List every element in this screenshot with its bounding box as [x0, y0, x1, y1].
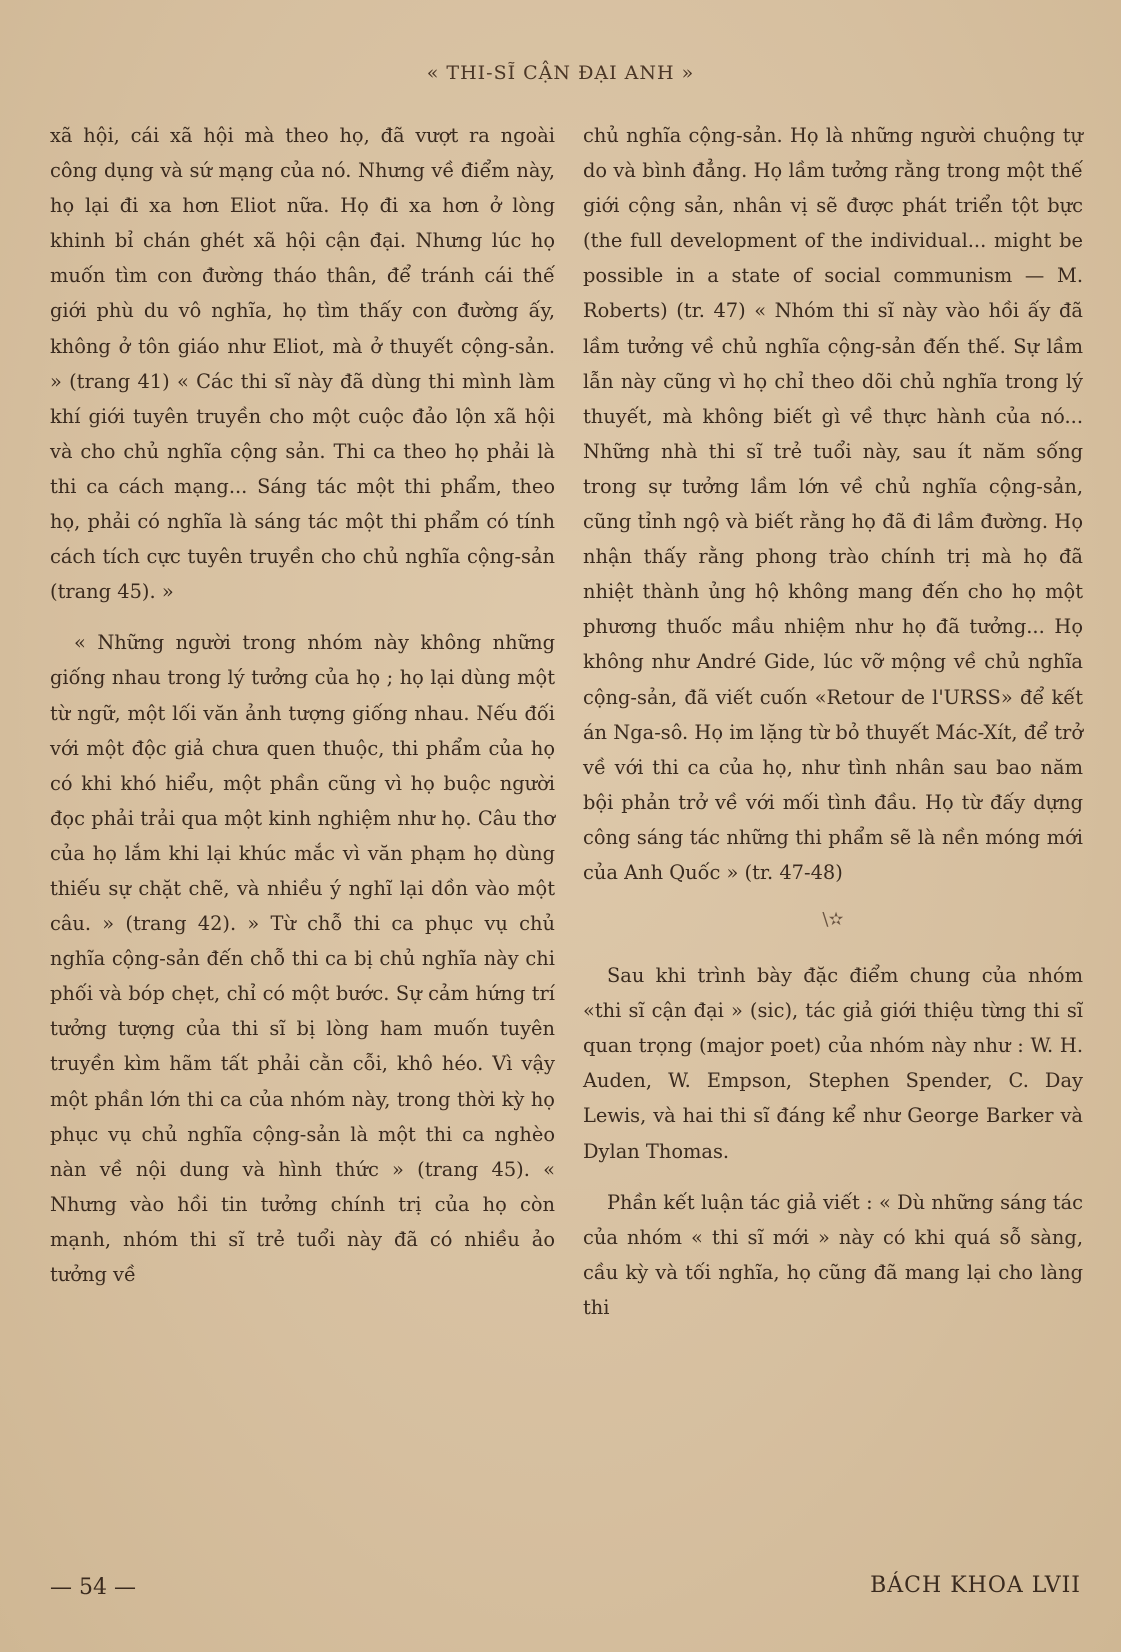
body-paragraph: Sau khi trình bày đặc điểm chung của nhóm «thi sĩ cận đại » (sic), tác giả giới thiệu từng thi sĩ quan trọng (major poet) của nhóm này như : W. H. Auden, W. Empson, Stephen Spender, C. Day Lewis, và hai thi sĩ đáng kể như George Barker và Dylan Thomas.: [583, 964, 1083, 1163]
body-paragraph: chủ nghĩa cộng-sản. Họ là những người chuộng tự do và bình đẳng. Họ lầm tưởng rằng trong một thế giới cộng sản, nhân vị sẽ được phát triển tột bực (the full development of the individual... might be possible in a state of social communism — M. Roberts) (tr. 47) « Nhóm thi sĩ này vào hồi ấy đã lầm tưởng về chủ nghĩa cộng-sản đến thế. Sự lầm lẫn này cũng vì họ chỉ theo dõi chủ nghĩa trong lý thuyết, mà không biết gì về thực hành của nó... Những nhà thi sĩ trẻ tuổi này, sau ít năm sống trong sự tưởng lầm lớn về chủ nghĩa cộng-sản, cũng tỉnh ngộ và biết rằng họ đã đi lầm đường. Họ nhận thấy rằng phong trào chính trị mà họ đã nhiệt thành ủng hộ không mang đến cho họ một phương thuốc mầu nhiệm như họ đã tưởng... Họ không như André Gide, lúc vỡ mộng về chủ nghĩa cộng-sản, đã viết cuốn «Retour de l'URSS» để kết án Nga-sô. Họ im lặng từ bỏ thuyết Mác-Xít, để trở về với thi ca của họ, như tình nhân sau bao năm bội phản trở về với mối tình đầu. Họ từ đấy dựng công sáng tác những thi phẩm sẽ là nền móng mới của Anh Quốc » (tr. 47-48): [583, 124, 1083, 884]
body-paragraph: Phần kết luận tác giả viết : « Dù những sáng tác của nhóm « thi sĩ mới » này có khi quá sỗ sàng, cầu kỳ và tối nghĩa, họ cũng đã mang lại cho làng thi: [583, 1190, 1083, 1319]
page-number: — 54 —: [50, 1575, 136, 1600]
right-column: [583, 118, 1083, 1325]
body-paragraph: « Những người trong nhóm này không những giống nhau trong lý tưởng của họ ; họ lại dùng một từ ngữ, một lối văn ảnh tượng giống nhau. Nếu đối với một độc giả chưa quen thuộc, thi phẩm của họ có khi khó hiểu, một phần cũng vì họ buộc người đọc phải trải qua một kinh nghiệm như họ. Câu thơ của họ lắm khi lại khúc mắc vì văn phạm họ dùng thiếu sự chặt chẽ, và nhiều ý nghĩ lại dồn vào một câu. » (trang 42). » Từ chỗ thi ca phục vụ chủ nghĩa cộng-sản đến chỗ thi ca bị chủ nghĩa này chi phối và bóp chẹt, chỉ có một bước. Sự cảm hứng trí tưởng tượng của thi sĩ bị lòng ham muốn tuyên truyền kìm hãm tất phải cằn cỗi, khô héo. Vì vậy một phần lớn thi ca của nhóm này, trong thời kỳ họ phục vụ chủ nghĩa cộng-sản là một thi ca nghèo nàn về nội dung và hình thức » (trang 45). « Nhưng vào hồi tin tưởng chính trị của họ còn mạnh, nhóm thi sĩ trẻ tuổi này đã có nhiều ảo tưởng về: [50, 631, 555, 1286]
left-column: [50, 118, 555, 1292]
section-separator: \✫: [822, 909, 844, 931]
journal-name: BÁCH KHOA LVII: [870, 1573, 1081, 1598]
body-paragraph: xã hội, cái xã hội mà theo họ, đã vượt ra ngoài công dụng và sứ mạng của nó. Nhưng về điểm này, họ lại đi xa hơn Eliot nữa. Họ đi xa hơn ở lòng khinh bỉ chán ghét xã hội cận đại. Nhưng lúc họ muốn tìm con đường tháo thân, để tránh cái thế giới phù du vô nghĩa, họ tìm thấy con đường ấy, không ở tôn giáo như Eliot, mà ở thuyết cộng-sản. » (trang 41) « Các thi sĩ này đã dùng thi mình làm khí giới tuyên truyền cho một cuộc đảo lộn xã hội và cho chủ nghĩa cộng sản. Thi ca theo họ phải là thi ca cách mạng... Sáng tác một thi phẩm, theo họ, phải có nghĩa là sáng tác một thi phẩm có tính cách tích cực tuyên truyền cho chủ nghĩa cộng-sản (trang 45). »: [50, 124, 555, 604]
running-header: « THI-SĨ CẬN ĐẠI ANH »: [426, 62, 695, 84]
